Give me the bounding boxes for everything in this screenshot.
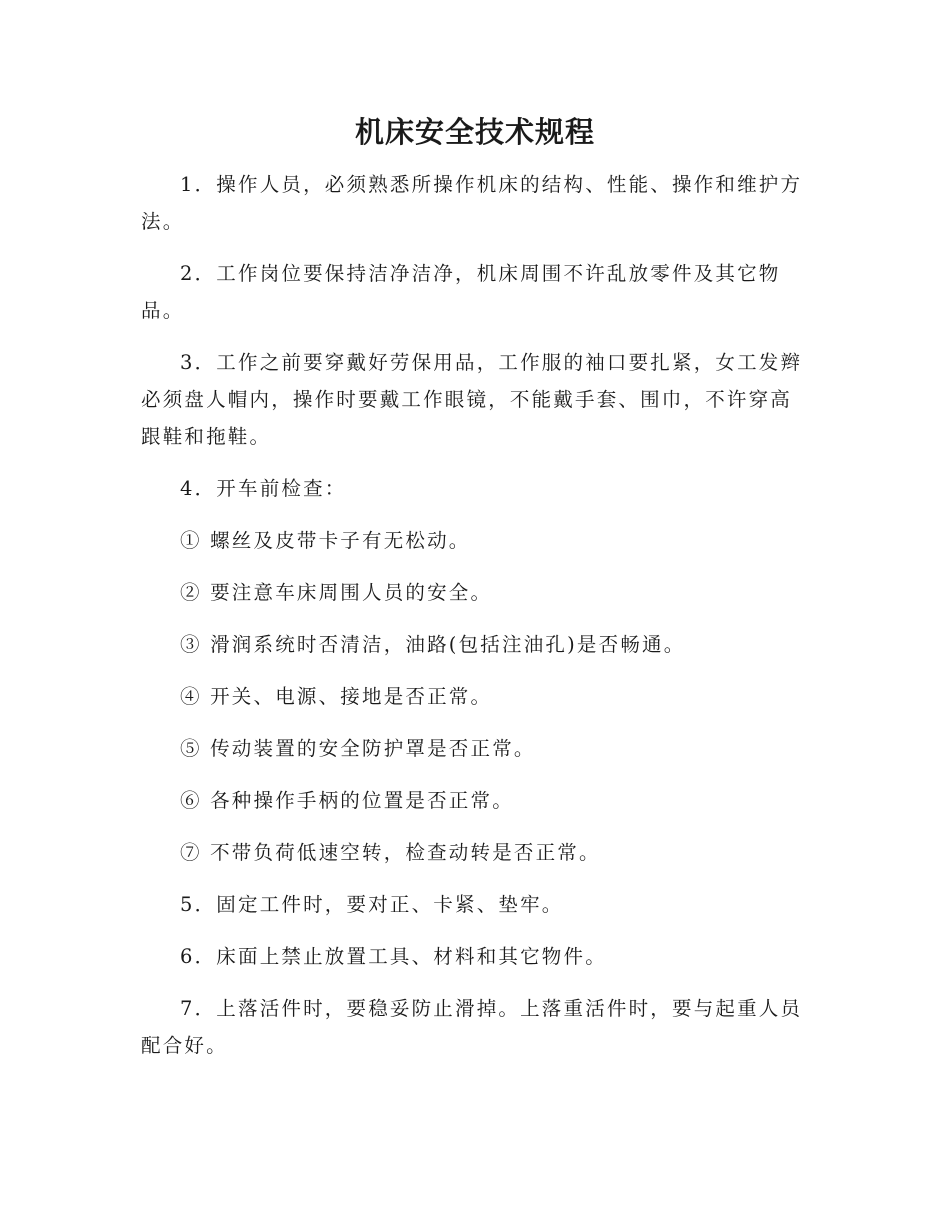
check-item-2: ② 要注意车床周围人员的安全。 (180, 581, 493, 604)
check-item-4: ④ 开关、电源、接地是否正常。 (180, 685, 493, 708)
check-item-7: ⑦ 不带负荷低速空转，检查动转是否正常。 (180, 841, 601, 864)
item-3: 3．工作之前要穿戴好劳保用品，工作服的袖口要扎紧，女工发辫必须盘人帽内，操作时要戴工作眼镜，不能戴手套、围巾，不许穿高跟鞋和拖鞋。 (141, 351, 803, 448)
item-7: 7．上落活件时，要稳妥防止滑掉。上落重活件时，要与起重人员配合好。 (141, 997, 803, 1057)
document-body (141, 166, 807, 1079)
item-5: 5．固定工件时，要对正、卡紧、垫牢。 (180, 893, 564, 916)
item-1: 1．操作人员，必须熟悉所操作机床的结构、性能、操作和维护方法。 (141, 173, 803, 233)
check-item-5: ⑤ 传动装置的安全防护罩是否正常。 (180, 737, 536, 760)
item-6: 6．床面上禁止放置工具、材料和其它物件。 (180, 945, 607, 968)
item-4: 4．开车前检查： (180, 477, 347, 500)
document-title: 机床安全技术规程 (354, 115, 595, 149)
check-item-1: ① 螺丝及皮带卡子有无松动。 (180, 529, 471, 552)
check-item-6: ⑥ 各种操作手柄的位置是否正常。 (180, 789, 514, 812)
check-item-3: ③ 滑润系统时否清洁，油路(包括注油孔)是否畅通。 (180, 633, 686, 656)
item-2: 2．工作岗位要保持洁净洁净，机床周围不许乱放零件及其它物品。 (141, 262, 781, 322)
